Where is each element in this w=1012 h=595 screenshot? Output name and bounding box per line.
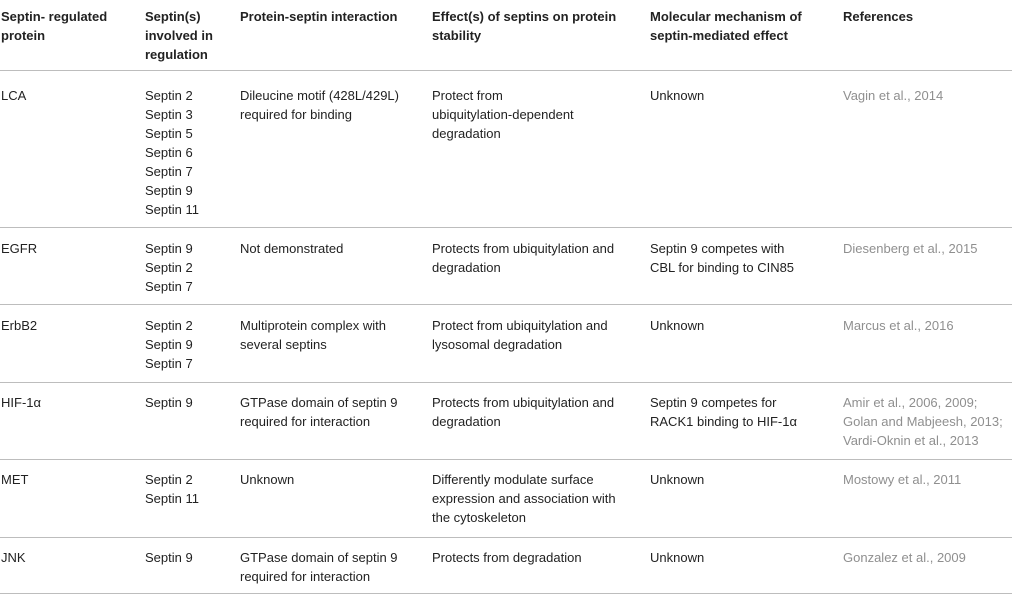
column-header-mechanism: Molecular mechanism of septin-mediated effect [650, 9, 802, 43]
column-header-septins: Septin(s) involved in regulation [145, 9, 213, 62]
cell-mechanism: Unknown [650, 472, 705, 487]
row-divider [0, 304, 1012, 305]
cell-septins: Septin 2 Septin 11 [145, 472, 199, 506]
cell-references[interactable]: Mostowy et al., 2011 [843, 472, 962, 487]
row-divider [0, 537, 1012, 538]
cell-effect: Protect from ubiquitylation-dependent degradation [432, 88, 574, 141]
cell-interaction: Dileucine motif (428L/429L) required for binding [240, 88, 399, 122]
cell-references[interactable]: Gonzalez et al., 2009 [843, 550, 966, 565]
cell-mechanism: Septin 9 competes with CBL for binding to CIN85 [650, 241, 795, 275]
cell-mechanism: Septin 9 competes for RACK1 binding to HIF-1α [650, 395, 797, 429]
column-header-protein: Septin- regulated protein [1, 9, 108, 43]
column-header-references: References [843, 9, 914, 24]
cell-protein: JNK [1, 550, 26, 565]
cell-references[interactable]: Marcus et al., 2016 [843, 318, 954, 333]
row-divider [0, 227, 1012, 228]
cell-mechanism: Unknown [650, 550, 705, 565]
cell-septins: Septin 9 [145, 550, 193, 565]
cell-references[interactable]: Amir et al., 2006, 2009; Golan and Mabjeesh, 2013; Vardi-Oknin et al., 2013 [843, 395, 1003, 448]
cell-effect: Protects from degradation [432, 550, 582, 565]
column-header-effect: Effect(s) of septins on protein stability [432, 9, 617, 43]
cell-effect: Protect from ubiquitylation and lysosomal degradation [432, 318, 608, 352]
cell-protein: MET [1, 472, 29, 487]
cell-interaction: Unknown [240, 472, 295, 487]
cell-references[interactable]: Diesenberg et al., 2015 [843, 241, 978, 256]
cell-protein: LCA [1, 88, 27, 103]
cell-interaction: Not demonstrated [240, 241, 344, 256]
column-header-interaction: Protein-septin interaction [240, 9, 398, 24]
cell-mechanism: Unknown [650, 318, 705, 333]
cell-septins: Septin 2 Septin 9 Septin 7 [145, 318, 193, 371]
cell-mechanism: Unknown [650, 88, 705, 103]
cell-interaction: GTPase domain of septin 9 required for interaction [240, 550, 398, 584]
cell-interaction: Multiprotein complex with several septins [240, 318, 386, 352]
cell-interaction: GTPase domain of septin 9 required for interaction [240, 395, 398, 429]
cell-references[interactable]: Vagin et al., 2014 [843, 88, 944, 103]
cell-protein: HIF-1α [1, 395, 42, 410]
header-divider [0, 70, 1012, 71]
cell-effect: Differently modulate surface expression and association with the cytoskeleton [432, 472, 616, 525]
row-divider [0, 459, 1012, 460]
cell-effect: Protects from ubiquitylation and degradation [432, 395, 615, 429]
table-bottom-rule [0, 593, 1012, 594]
cell-protein: EGFR [1, 241, 38, 256]
cell-effect: Protects from ubiquitylation and degradation [432, 241, 615, 275]
cell-septins: Septin 9 Septin 2 Septin 7 [145, 241, 193, 294]
cell-septins: Septin 2 Septin 3 Septin 5 Septin 6 Septin 7 Septin 9 Septin 11 [145, 88, 199, 217]
cell-septins: Septin 9 [145, 395, 193, 410]
row-divider [0, 382, 1012, 383]
cell-protein: ErbB2 [1, 318, 38, 333]
